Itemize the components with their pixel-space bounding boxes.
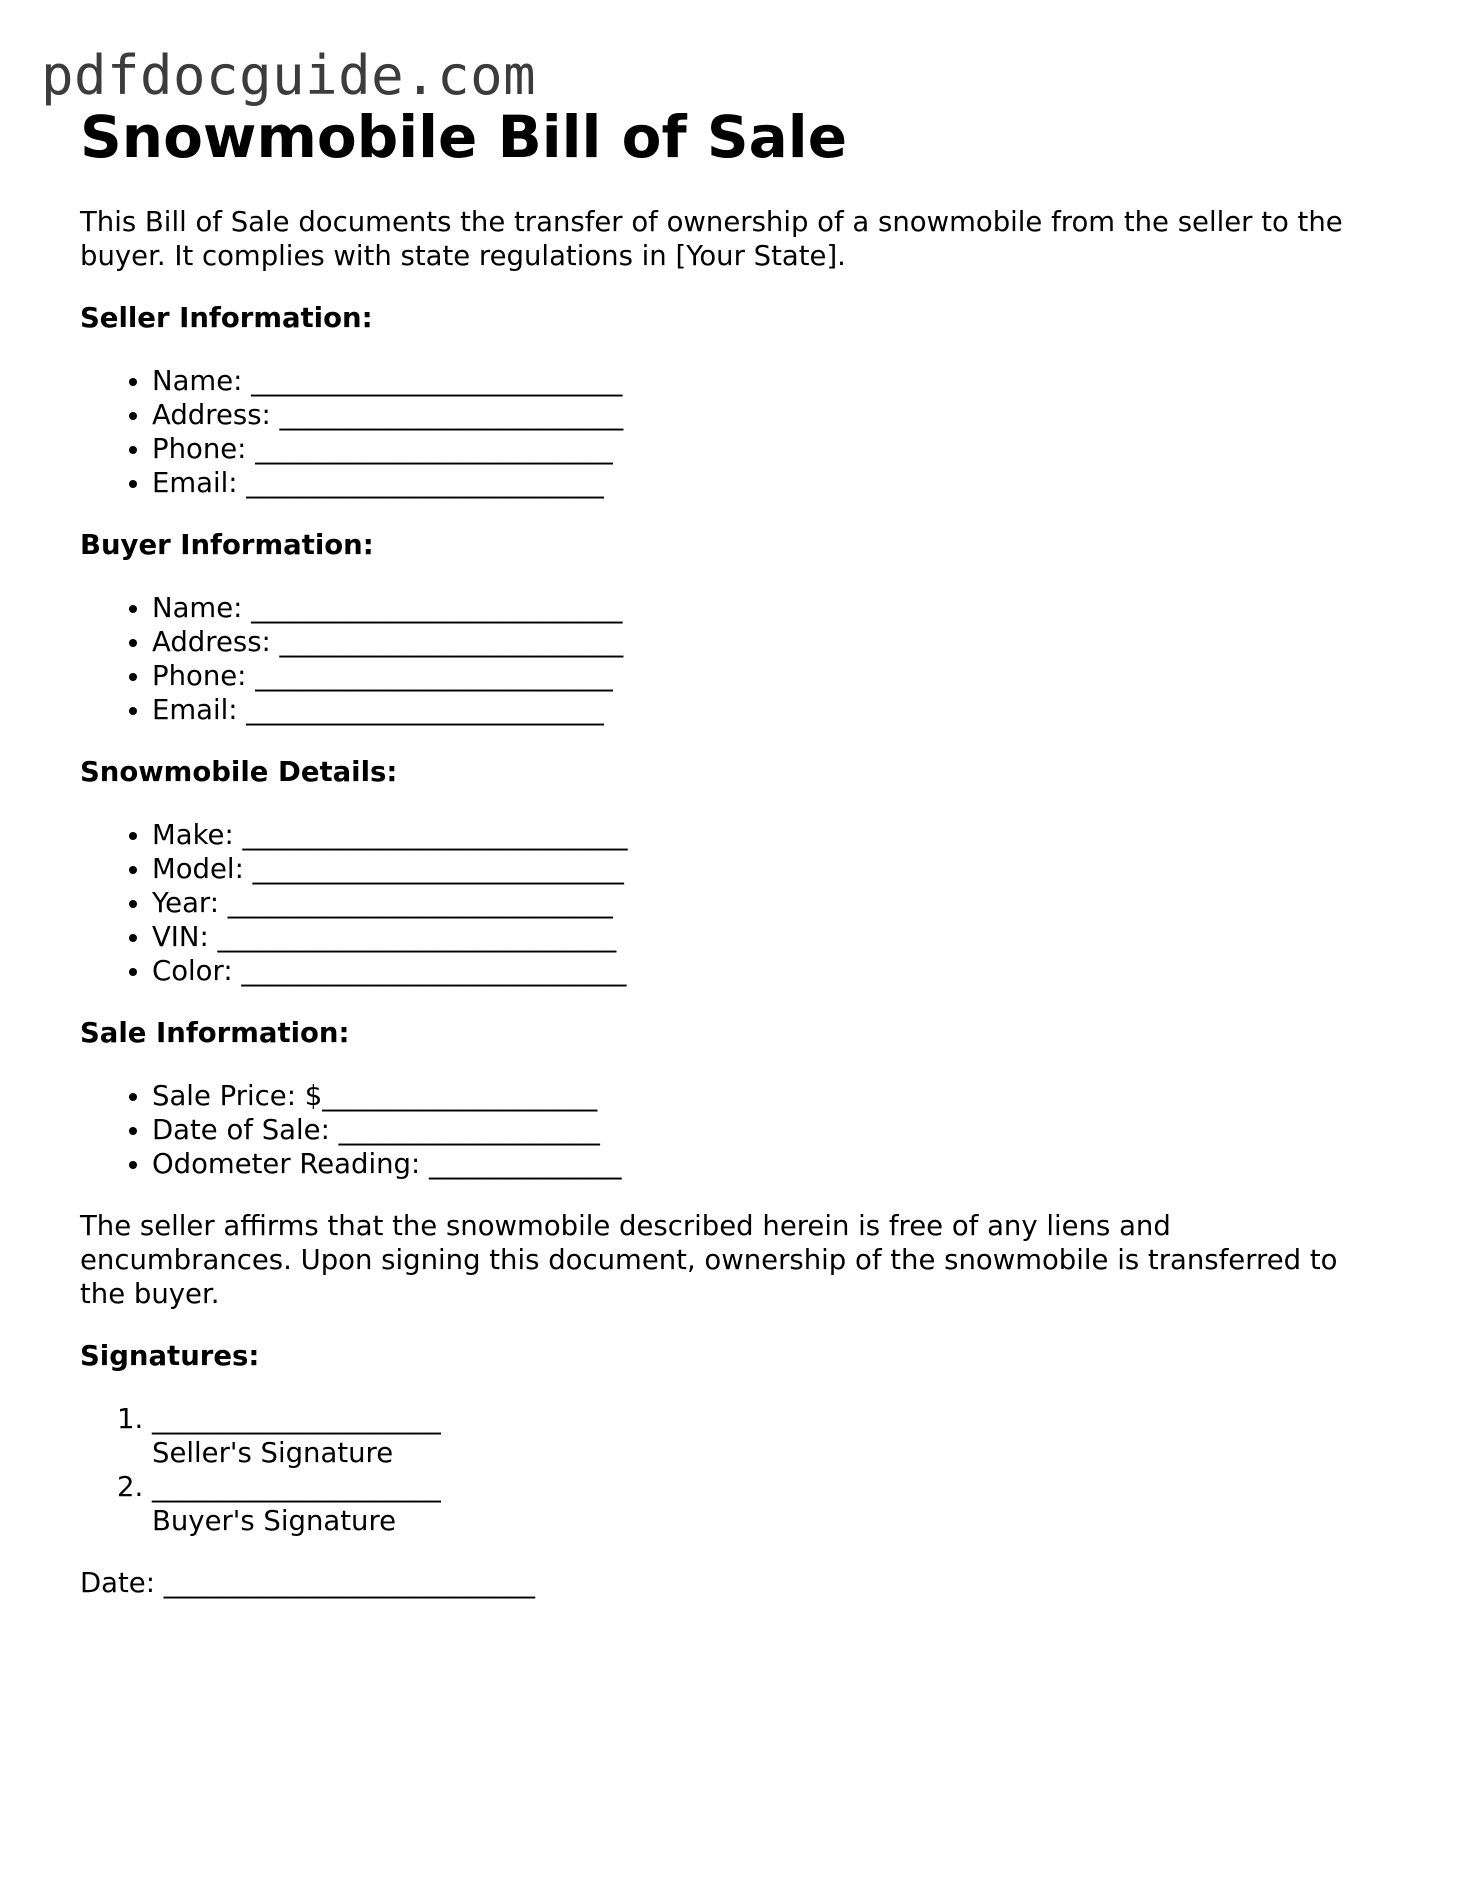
sale-date-field[interactable]: • Date of Sale: ___________________ [152, 1113, 1380, 1147]
sale-price-field[interactable]: • Sale Price: $____________________ [152, 1079, 1380, 1113]
signatures-heading: Signatures: [80, 1340, 260, 1372]
date-field[interactable]: Date: ___________________________ [80, 1567, 535, 1599]
seller-heading: Seller Information: [80, 302, 373, 334]
seller-signature-item [152, 1402, 1380, 1470]
buyer-heading: Buyer Information: [80, 529, 374, 561]
odometer-reading-field[interactable]: • Odometer Reading: ______________ [152, 1147, 1380, 1181]
signatures-list [80, 1402, 1380, 1538]
buyer-email-field[interactable]: • Email: __________________________ [152, 693, 1380, 727]
snowmobile-make-field[interactable]: • Make: ____________________________ [152, 818, 1380, 852]
buyer-name-field[interactable]: • Name: ___________________________ [152, 591, 1380, 625]
buyer-phone-field[interactable]: • Phone: __________________________ [152, 659, 1380, 693]
buyer-signature-caption: Buyer's Signature [152, 1505, 397, 1537]
intro-paragraph: This Bill of Sale documents the transfer of ownership of a snowmobile from the seller to the buyer. It complies with state regulations in [Your State]. [80, 206, 1343, 272]
buyer-address-field[interactable]: • Address: _________________________ [152, 625, 1380, 659]
seller-name-field[interactable]: • Name: ___________________________ [152, 364, 1380, 398]
seller-info-list [80, 364, 1380, 500]
sale-info-heading: Sale Information: [80, 1017, 350, 1049]
seller-email-field[interactable]: • Email: __________________________ [152, 466, 1380, 500]
seller-signature-line[interactable]: _____________________ [152, 1403, 441, 1435]
snowmobile-color-field[interactable]: • Color: ____________________________ [152, 954, 1380, 988]
snowmobile-vin-field[interactable]: • VIN: _____________________________ [152, 920, 1380, 954]
seller-address-field[interactable]: • Address: _________________________ [152, 398, 1380, 432]
document-title: Snowmobile Bill of Sale [80, 103, 848, 171]
seller-signature-caption: Seller's Signature [152, 1437, 394, 1469]
snowmobile-details-heading: Snowmobile Details: [80, 756, 398, 788]
affirmation-paragraph: The seller affirms that the snowmobile described herein is free of any liens and encumbrances. Upon signing this document, ownership of the snowmobile is transferred to the buyer. [80, 1210, 1338, 1310]
buyer-signature-item [152, 1470, 1380, 1538]
document-page [80, 96, 1380, 1600]
snowmobile-year-field[interactable]: • Year: ____________________________ [152, 886, 1380, 920]
snowmobile-details-list [80, 818, 1380, 988]
snowmobile-model-field[interactable]: • Model: ___________________________ [152, 852, 1380, 886]
watermark-text: pdfdocguide.com [41, 44, 537, 107]
sale-info-list [80, 1079, 1380, 1181]
seller-phone-field[interactable]: • Phone: __________________________ [152, 432, 1380, 466]
buyer-signature-line[interactable]: _____________________ [152, 1471, 441, 1503]
buyer-info-list [80, 591, 1380, 727]
